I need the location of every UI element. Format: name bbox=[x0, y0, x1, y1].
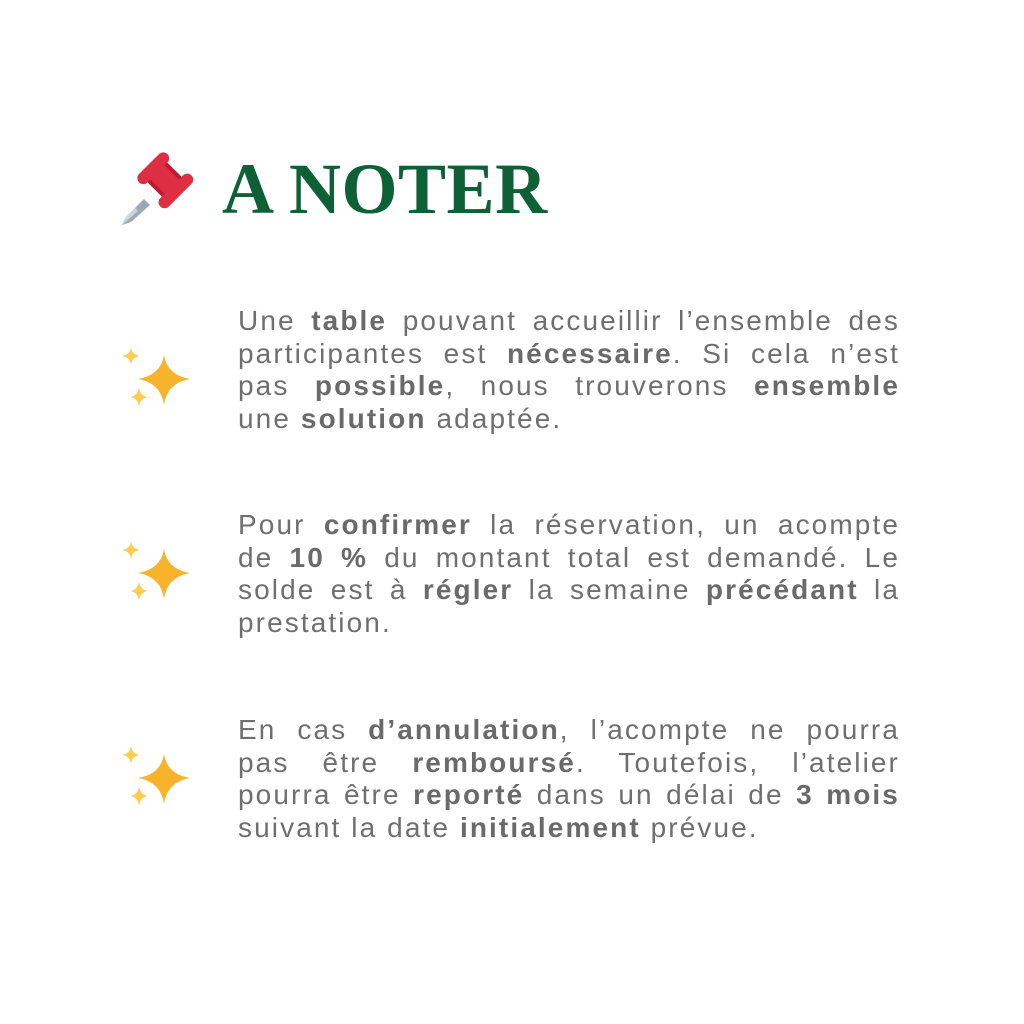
body-text: la semaine bbox=[513, 574, 706, 605]
body-text: pouvant accueillir l’ensemble des participantes est bbox=[238, 305, 900, 369]
emphasis-text: table bbox=[311, 305, 388, 336]
body-text: suivant la date bbox=[238, 811, 460, 843]
emphasis-text: remboursé bbox=[412, 746, 576, 778]
emphasis-text: solution bbox=[300, 402, 427, 434]
note-text bbox=[238, 305, 900, 435]
body-text: , l’acompte ne pourra pas être bbox=[238, 714, 900, 778]
body-text: du montant total est demandé. Le solde est à bbox=[238, 541, 900, 605]
emphasis-text: reporté bbox=[413, 779, 525, 810]
page-title: A NOTER bbox=[222, 149, 548, 229]
body-text: une bbox=[238, 402, 301, 434]
pushpin-icon bbox=[120, 143, 204, 227]
emphasis-text: 3 mois bbox=[796, 779, 900, 810]
emphasis-text: régler bbox=[422, 574, 514, 605]
sparkles-icon bbox=[120, 746, 192, 818]
emphasis-text: nécessaire bbox=[506, 337, 673, 369]
emphasis-text: 10 % bbox=[289, 541, 369, 573]
body-text: , nous trouverons bbox=[445, 370, 755, 401]
emphasis-text: ensemble bbox=[754, 370, 900, 401]
header bbox=[120, 140, 548, 230]
body-text: la réservation, un acompte de bbox=[238, 509, 900, 573]
emphasis-text: d’annulation bbox=[368, 714, 560, 745]
body-text: dans un délai de bbox=[524, 779, 797, 810]
note-text bbox=[238, 509, 900, 639]
body-text: prévue. bbox=[640, 811, 759, 843]
emphasis-text: précédant bbox=[705, 574, 859, 605]
sparkles-icon bbox=[120, 541, 192, 613]
body-text: En cas bbox=[238, 714, 369, 745]
emphasis-text: possible bbox=[314, 370, 446, 401]
body-text: . Toutefois, l’atelier pourra être bbox=[238, 746, 900, 810]
body-text: Une bbox=[238, 305, 312, 336]
body-text: Pour bbox=[238, 509, 324, 540]
body-text: la prestation. bbox=[238, 574, 900, 638]
body-text: . Si cela n’est pas bbox=[238, 337, 900, 401]
note-text bbox=[238, 714, 900, 844]
emphasis-text: confirmer bbox=[323, 509, 472, 540]
emphasis-text: initialement bbox=[459, 811, 641, 843]
sparkles-icon bbox=[120, 347, 192, 419]
body-text: adaptée. bbox=[426, 402, 563, 434]
